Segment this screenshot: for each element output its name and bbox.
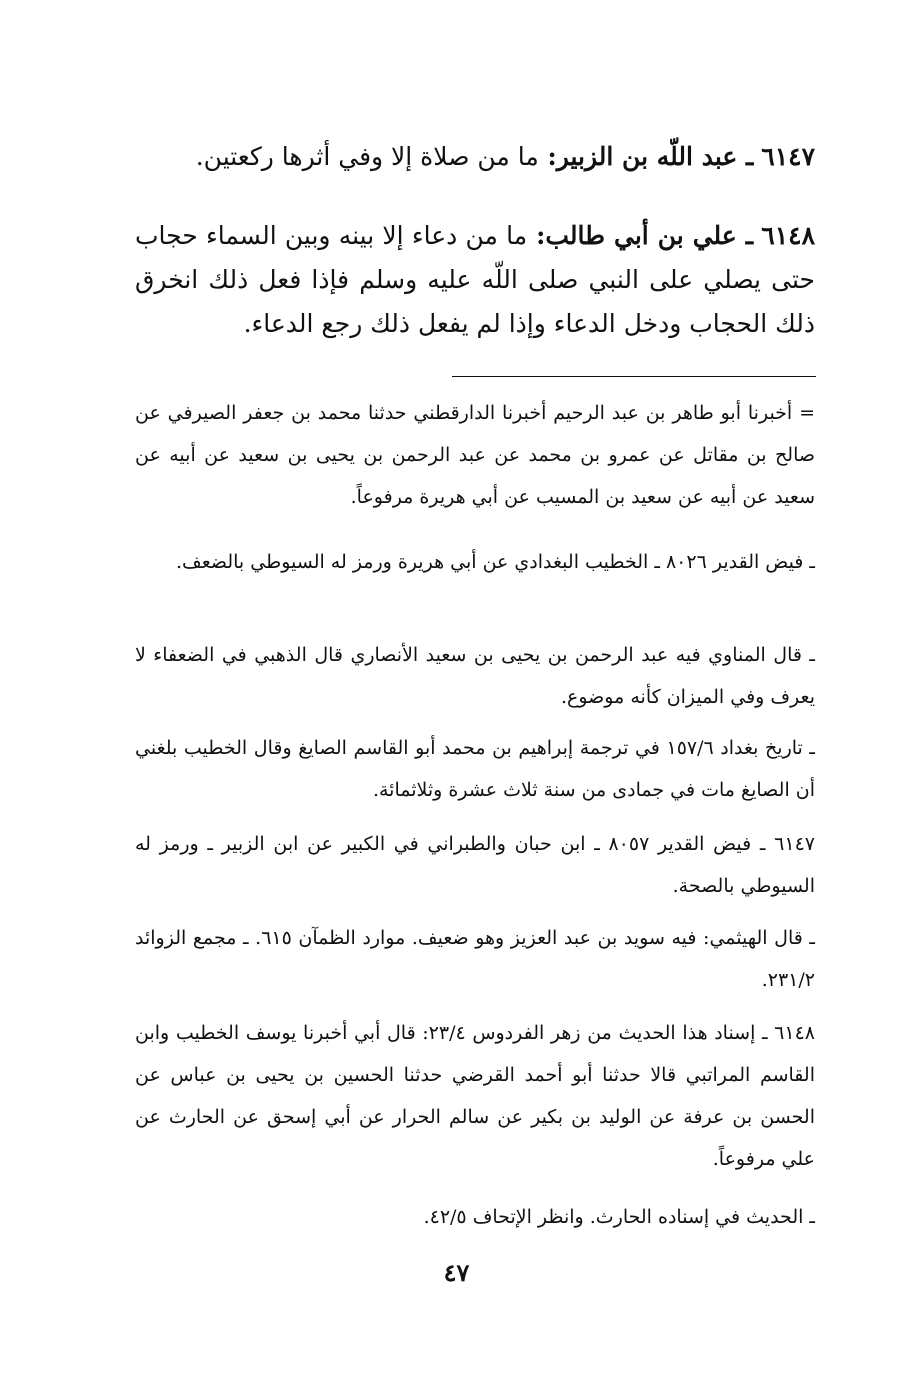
footnote-divider <box>452 376 816 377</box>
footnote-paragraph: = أخبرنا أبو طاهر بن عبد الرحيم أخبرنا الدارقطني حدثنا محمد بن جعفر الصيرفي عن صالح بن مقاتل عن عمرو بن محمد عن عبد الرحمن بن يحيى بن سعيد عن أبيه عن سعيد عن أبيه عن سعيد بن المسيب عن أبي هريرة مرفوعاً. <box>135 402 815 508</box>
footnote-paragraph: ـ تاريخ بغداد ١٥٧/٦ في ترجمة إبراهيم بن محمد أبو القاسم الصايغ وقال الخطيب بلغني أن الصايغ مات في جمادى من سنة ثلاث عشرة وثلاثمائة. <box>135 737 815 801</box>
footnote-paragraph: ٦١٤٨ ـ إسناد هذا الحديث من زهر الفردوس ٢٣/٤: قال أبي أخبرنا يوسف الخطيب وابن القاسم المراتبي قالا حدثنا أبو أحمد القرضي حدثنا الحسين بن يحيى بن عباس عن الحسن بن عرفة عن الوليد بن بكير عن سالم الحرار عن أبي إسحق عن الحارث عن علي مرفوعاً. <box>135 1022 815 1170</box>
footnote-paragraph: ـ قال المناوي فيه عبد الرحمن بن يحيى بن سعيد الأنصاري قال الذهبي في الضعفاء لا يعرف وفي الميزان كأنه موضوع. <box>135 644 815 708</box>
footnote-paragraph: ـ فيض القدير ٨٠٢٦ ـ الخطيب البغدادي عن أبي هريرة ورمز له السيوطي بالضعف. <box>175 551 815 573</box>
narrator-name: علي بن أبي طالب <box>545 221 737 250</box>
page-number: ٤٧ <box>443 1258 470 1287</box>
footnote-paragraph: ـ قال الهيثمي: فيه سويد بن عبد العزيز وهو ضعيف. موارد الظمآن ٦١٥. ـ مجمع الزوائد ٢٣١/٢. <box>135 927 815 991</box>
footnote-paragraph: ـ الحديث في إسناده الحارث. وانظر الإتحاف ٤٢/٥. <box>423 1206 815 1228</box>
hadith-text: ما من صلاة إلا وفي أثرها ركعتين. <box>195 142 539 171</box>
hadith-number: ٦١٤٨ <box>761 221 815 250</box>
hadith-6147: ٦١٤٧ ـ عبد اللّه بن الزبير: ما من صلاة إلا وفي أثرها ركعتين. <box>195 142 815 171</box>
hadith-6148: ٦١٤٨ ـ علي بن أبي طالب: ما من دعاء إلا بينه وبين السماء حجاب حتى يصلي على النبي صلى اللّه عليه وسلم فإذا فعل ذلك انخرق ذلك الحجاب ودخل الدعاء وإذا لم يفعل ذلك رجع الدعاء. <box>135 221 815 338</box>
hadith-number: ٦١٤٧ <box>761 142 815 171</box>
hadith-text: ما من دعاء إلا بينه وبين السماء حجاب حتى يصلي على النبي صلى اللّه عليه وسلم فإذا فعل ذلك انخرق ذلك الحجاب ودخل الدعاء وإذا لم يفعل ذلك رجع الدعاء. <box>135 221 815 338</box>
narrator-name: عبد اللّه بن الزبير <box>556 142 738 171</box>
footnote-paragraph: ٦١٤٧ ـ فيض القدير ٨٠٥٧ ـ ابن حبان والطبراني في الكبير عن ابن الزبير ـ ورمز له السيوطي بالصحة. <box>135 833 815 897</box>
